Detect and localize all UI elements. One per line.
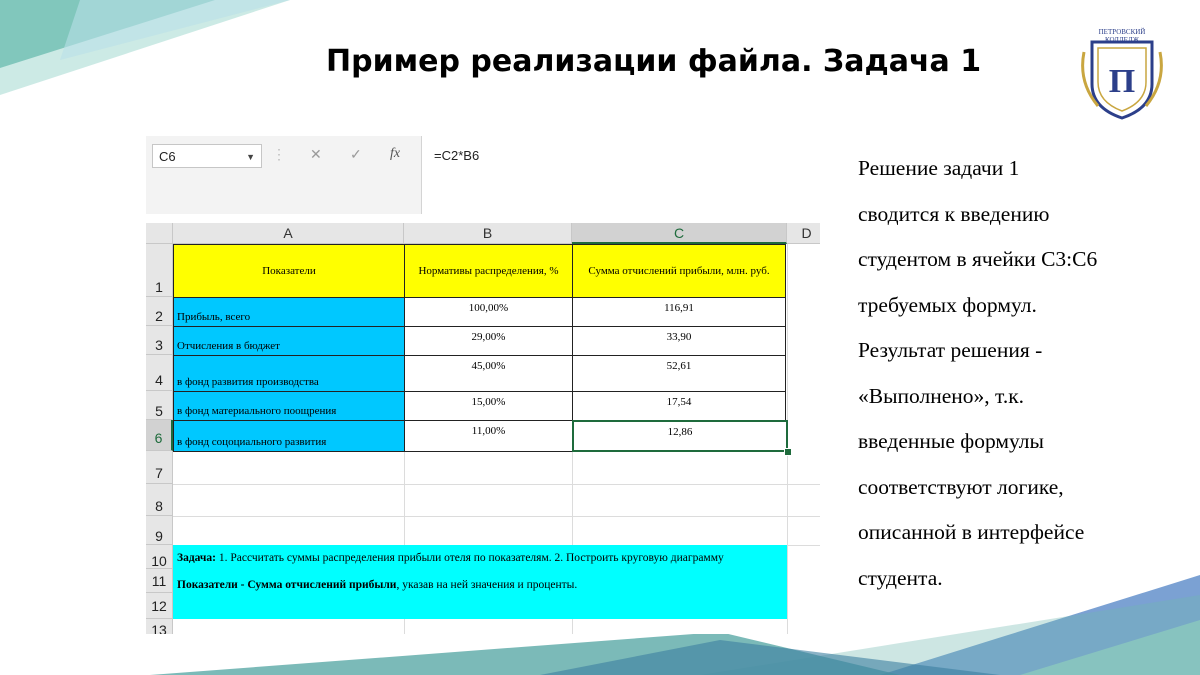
row-header-2[interactable]: 2 xyxy=(146,297,173,326)
formula-input[interactable]: =C2*B6 xyxy=(421,136,820,214)
svg-text:П: П xyxy=(1108,63,1136,100)
solution-line: описанной в интерфейсе xyxy=(858,520,1085,544)
row-header-11[interactable]: 11 xyxy=(146,569,173,593)
more-dots-icon: ⋮ xyxy=(272,146,286,162)
logo-text: ПЕТРОВСКИЙ КОЛЛЕДЖ xyxy=(1098,28,1146,44)
chevron-down-icon[interactable]: ▼ xyxy=(246,152,255,162)
task-label: Задача: xyxy=(177,552,216,564)
sum-cell-selected[interactable]: 12,86 xyxy=(572,420,788,452)
solution-line: «Выполнено», т.к. xyxy=(858,383,1025,408)
norm-cell[interactable]: 45,00% xyxy=(404,355,573,392)
row-label-cell[interactable]: в фонд материального поощрения xyxy=(173,391,405,421)
header-cell-indicators[interactable]: Показатели xyxy=(173,244,405,298)
row-header-12[interactable]: 12 xyxy=(146,593,173,619)
task-description[interactable] xyxy=(173,545,787,619)
norm-cell[interactable]: 100,00% xyxy=(404,297,573,327)
select-all-corner[interactable] xyxy=(146,223,173,244)
row-header-6[interactable]: 6 xyxy=(146,420,173,451)
column-header-a[interactable]: A xyxy=(173,223,404,244)
sum-cell[interactable]: 17,54 xyxy=(572,391,786,421)
solution-line: соответствуют логике, xyxy=(858,474,1064,499)
norm-cell[interactable]: 11,00% xyxy=(404,420,573,452)
row-header-1[interactable]: 1 xyxy=(146,244,173,297)
excel-screenshot xyxy=(146,136,820,634)
row-label-cell[interactable]: в фонд развития производства xyxy=(173,355,405,392)
solution-line: студента. xyxy=(858,565,943,590)
row-header-5[interactable]: 5 xyxy=(146,391,173,420)
row-header-9[interactable]: 9 xyxy=(146,516,173,545)
sum-cell[interactable]: 52,61 xyxy=(572,355,786,392)
solution-line: Результат решения - xyxy=(858,338,1043,362)
fill-handle[interactable] xyxy=(784,448,792,456)
solution-line: Решение задачи 1 xyxy=(858,156,1020,180)
formula-bar xyxy=(146,136,820,214)
sum-cell[interactable]: 33,90 xyxy=(572,326,786,356)
row-label-cell[interactable]: Прибыль, всего xyxy=(173,297,405,327)
column-header-d[interactable]: D xyxy=(787,223,820,244)
name-box-value: C6 xyxy=(159,149,176,164)
row-label-cell[interactable]: Отчисления в бюджет xyxy=(173,326,405,356)
header-cell-sum[interactable]: Сумма отчислений прибыли, млн. руб. xyxy=(572,244,786,298)
column-header-b[interactable]: B xyxy=(404,223,572,244)
cancel-icon[interactable]: ✕ xyxy=(310,146,322,162)
row-header-4[interactable]: 4 xyxy=(146,355,173,391)
solution-line: требуемых формул. xyxy=(858,292,1037,317)
solution-line: студентом в ячейки С3:С6 xyxy=(858,247,1098,271)
row-header-13[interactable]: 13 xyxy=(146,619,173,634)
solution-line: сводится к введению xyxy=(858,201,1050,226)
norm-cell[interactable]: 29,00% xyxy=(404,326,573,356)
solution-line: введенные формулы xyxy=(858,429,1044,453)
header-cell-norms[interactable]: Нормативы распределения, % xyxy=(404,244,573,298)
insert-function-icon[interactable]: fx xyxy=(390,146,401,161)
sum-cell[interactable]: 116,91 xyxy=(572,297,786,327)
norm-cell[interactable]: 15,00% xyxy=(404,391,573,421)
column-header-c[interactable]: C xyxy=(572,223,787,244)
enter-icon[interactable]: ✓ xyxy=(350,146,362,162)
row-label-cell[interactable]: в фонд соцоциального развития xyxy=(173,420,405,452)
row-header-7[interactable]: 7 xyxy=(146,451,173,484)
solution-description xyxy=(858,146,1178,601)
task-text-bold: Показатели - Сумма отчислений прибыли xyxy=(177,579,397,591)
task-text-part2: , указав на ней значения и проценты. xyxy=(396,579,578,591)
row-header-3[interactable]: 3 xyxy=(146,326,173,355)
row-header-8[interactable]: 8 xyxy=(146,484,173,516)
slide-title: Пример реализации файла. Задача 1 xyxy=(326,44,982,79)
name-box[interactable] xyxy=(152,144,262,168)
task-text-part1: 1. Рассчитать суммы распределения прибыли отеля по показателям. 2. Построить круговую диаграмму xyxy=(216,552,724,564)
row-header-10[interactable]: 10 xyxy=(146,545,173,569)
